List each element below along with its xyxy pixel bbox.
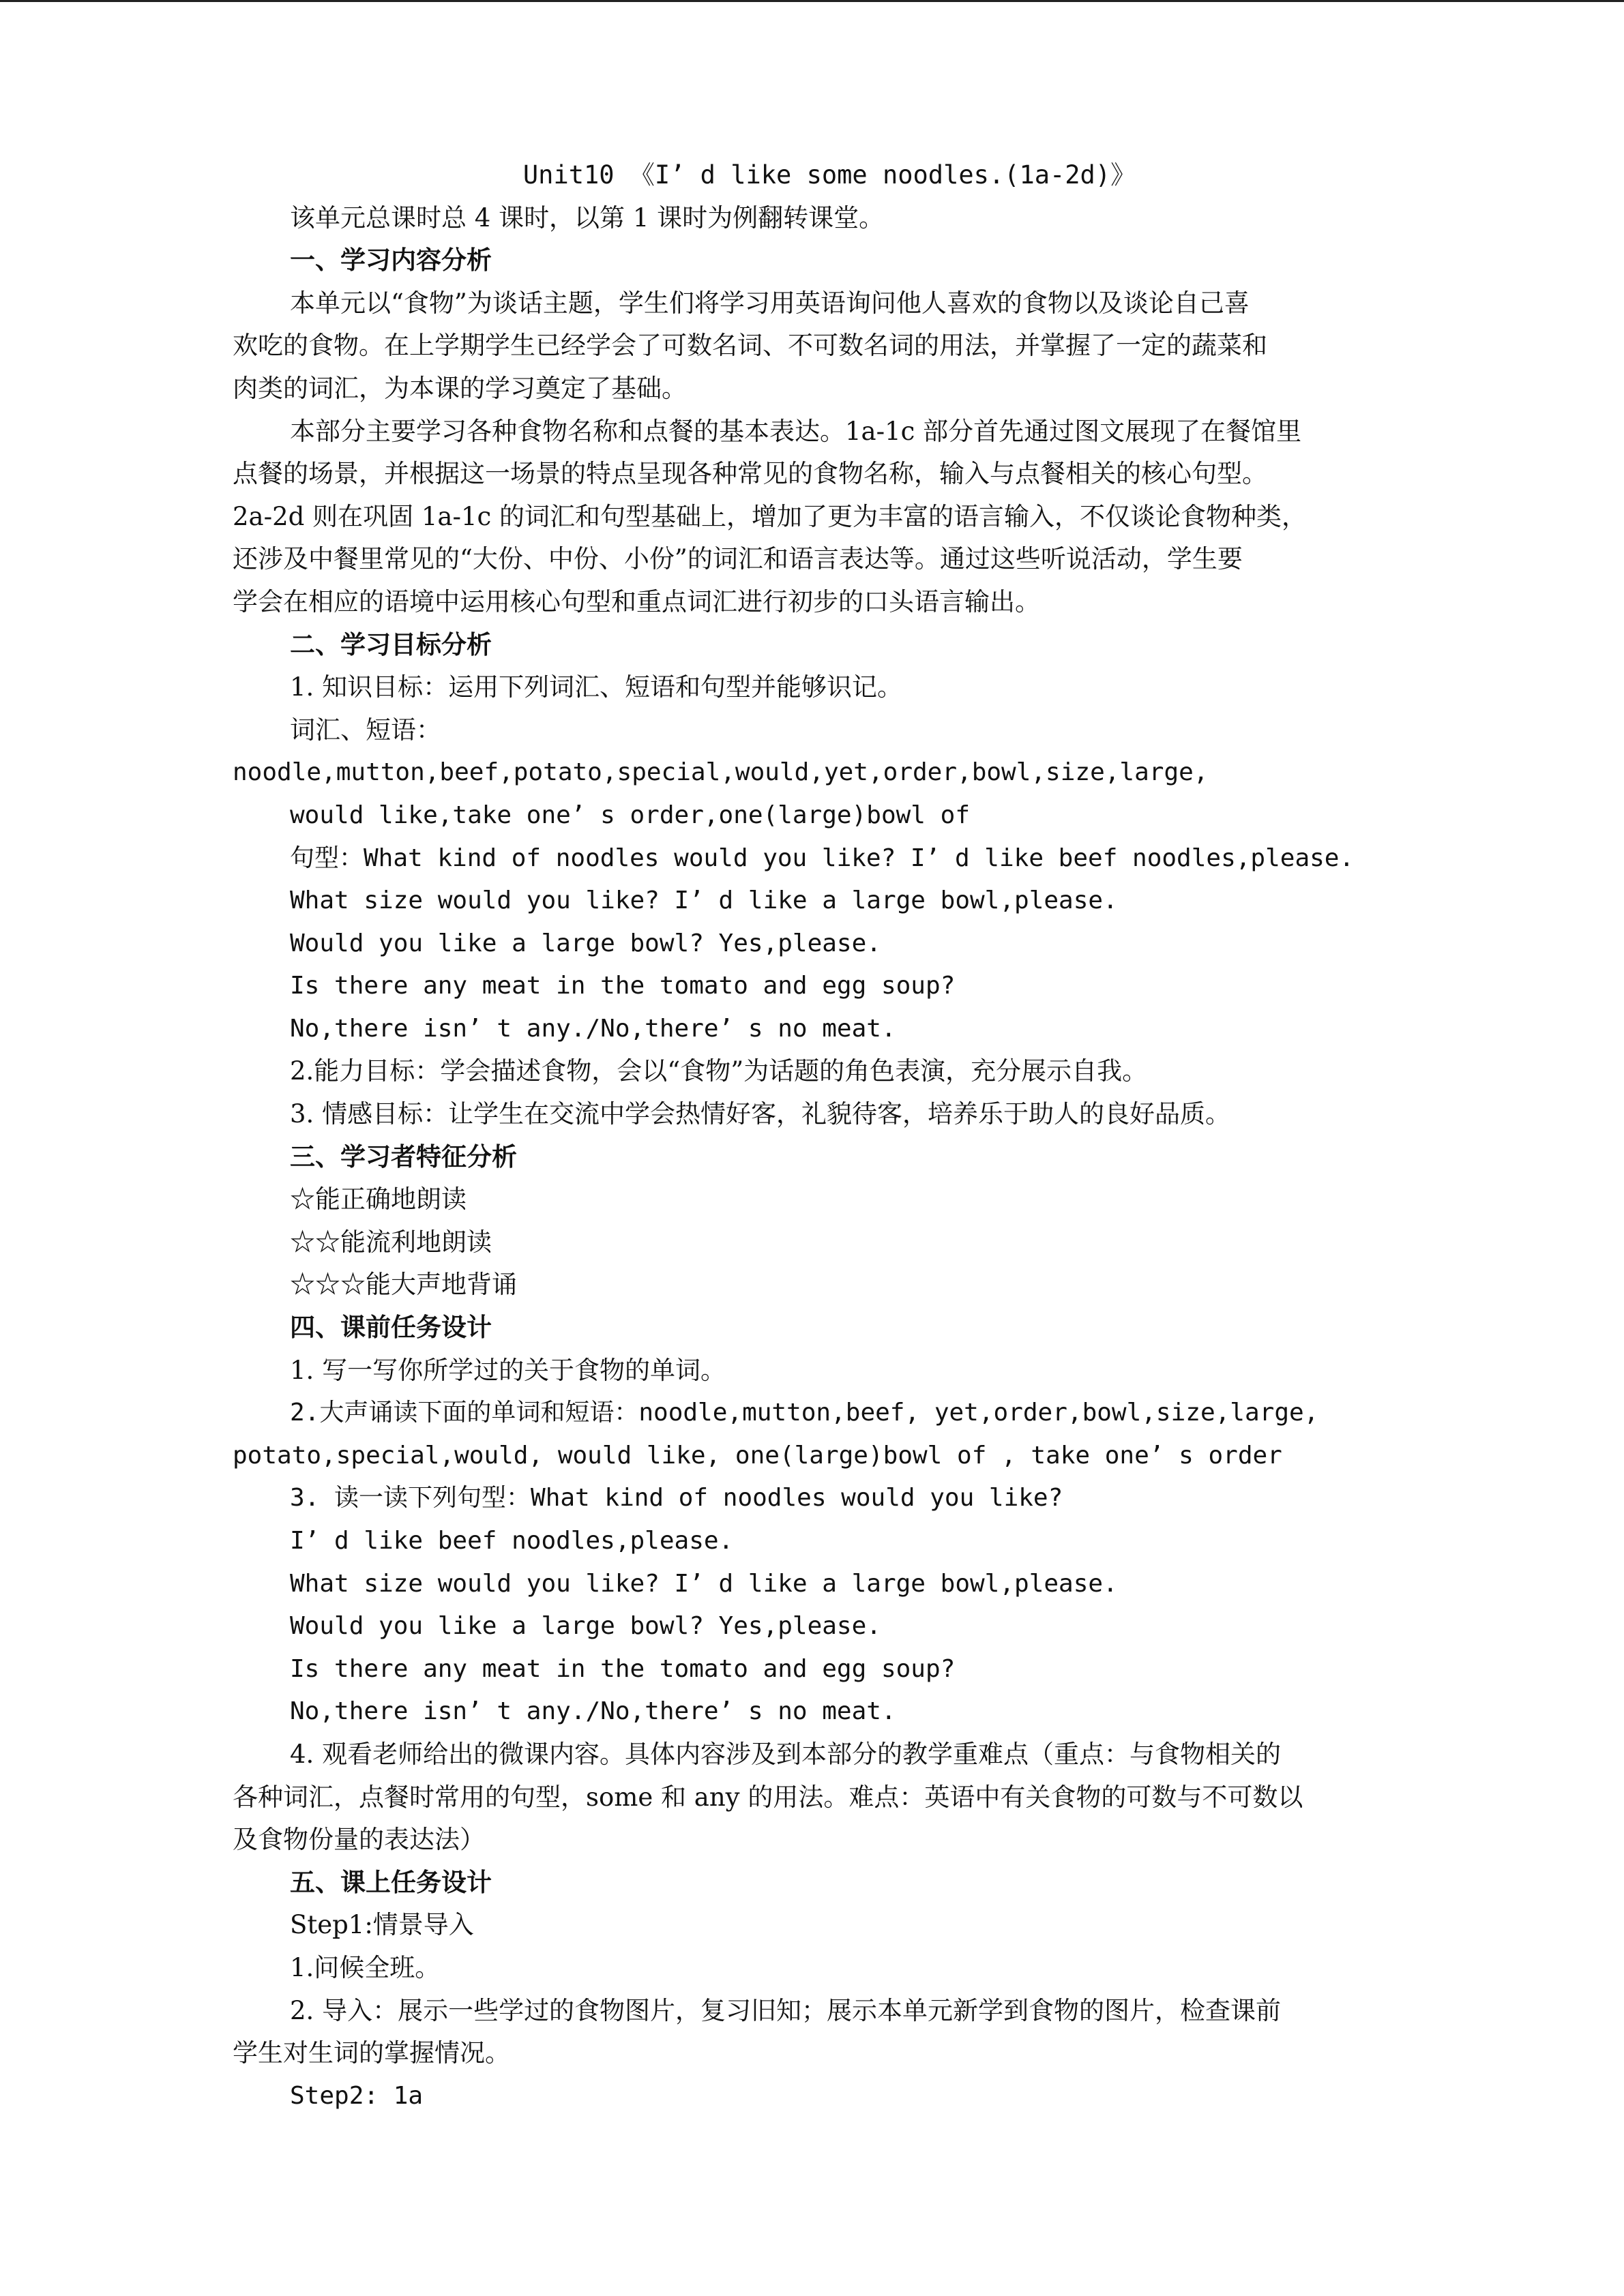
text-line: 2.大声诵读下面的单词和短语：noodle,mutton,beef, yet,order,bowl,size,large, xyxy=(290,1399,1319,1427)
section-heading: 一、学习内容分析 xyxy=(290,245,492,275)
text-line: I’ d like beef noodles,please. xyxy=(290,1527,734,1555)
text-line: 学会在相应的语境中运用核心句型和重点词汇进行初步的口头语言输出。 xyxy=(233,586,1040,616)
text-line: ☆☆能流利地朗读 xyxy=(290,1227,492,1257)
text-line: Is there any meat in the tomato and egg soup? xyxy=(290,972,956,1000)
document-body xyxy=(233,154,1426,2117)
text-line: 及食物份量的表达法） xyxy=(233,1825,485,1855)
section-heading: 三、学习者特征分析 xyxy=(290,1142,517,1172)
text-line: 2a-2d 则在巩固 1a-1c 的词汇和句型基础上，增加了更为丰富的语言输入，不仅谈论食物种类， xyxy=(233,501,1307,531)
text-line: No,there isn’ t any./No,there’ s no meat. xyxy=(290,1014,896,1043)
text-line: ☆能正确地朗读 xyxy=(290,1184,467,1214)
text-line: potato,special,would, would like, one(large)bowl of , take one’ s order xyxy=(233,1441,1282,1470)
text-line: What size would you like? I’ d like a large bowl,please. xyxy=(290,886,1118,915)
section-heading: 二、学习目标分析 xyxy=(290,629,492,659)
text-line: 1.问候全班。 xyxy=(290,1952,441,1982)
text-line: 本部分主要学习各种食物名称和点餐的基本表达。1a-1c 部分首先通过图文展现了在餐馆里 xyxy=(290,416,1302,446)
text-line: Would you like a large bowl? Yes,please. xyxy=(290,1612,881,1641)
text-line: Is there any meat in the tomato and egg soup? xyxy=(290,1654,956,1683)
text-line: 各种词汇，点餐时常用的句型，some 和 any 的用法。难点：英语中有关食物的可数与不可数以 xyxy=(233,1782,1303,1812)
text-line: 词汇、短语： xyxy=(290,715,441,745)
text-line: 本单元以“食物”为谈话主题，学生们将学习用英语询问他人喜欢的食物以及谈论自己喜 xyxy=(290,288,1250,318)
text-line: 1. 写一写你所学过的关于食物的单词。 xyxy=(290,1355,726,1385)
section-heading: 四、课前任务设计 xyxy=(290,1313,492,1343)
text-line: Step1:情景导入 xyxy=(290,1910,474,1940)
text-line: Would you like a large bowl? Yes,please. xyxy=(290,929,881,957)
text-line: 欢吃的食物。在上学期学生已经学会了可数名词、不可数名词的用法，并掌握了一定的蔬菜和 xyxy=(233,331,1267,361)
text-line: 3. 情感目标：让学生在交流中学会热情好客，礼貌待客，培养乐于助人的良好品质。 xyxy=(290,1099,1231,1129)
text-line: No,there isn’ t any./No,there’ s no meat. xyxy=(290,1697,896,1726)
document-title: Unit10 《I’ d like some noodles.(1a-2d)》 xyxy=(522,160,1136,190)
text-line: 学生对生词的掌握情况。 xyxy=(233,2038,510,2068)
section-heading: 五、课上任务设计 xyxy=(290,1867,492,1897)
text-line: What size would you like? I’ d like a large bowl,please. xyxy=(290,1569,1118,1598)
text-line: Step2: 1a xyxy=(290,2081,424,2110)
text-line: 3. 读一读下列句型：What kind of noodles would you like? xyxy=(290,1484,1063,1512)
text-line: 2.能力目标：学会描述食物，会以“食物”为话题的角色表演，充分展示自我。 xyxy=(290,1056,1148,1086)
text-line: ☆☆☆能大声地背诵 xyxy=(290,1270,517,1300)
text-line: noodle,mutton,beef,potato,special,would,yet,order,bowl,size,large, xyxy=(233,758,1209,787)
text-line: 2. 导入：展示一些学过的食物图片，复习旧知；展示本单元新学到食物的图片，检查课前 xyxy=(290,1995,1282,2025)
text-line: 还涉及中餐里常见的“大份、中份、小份”的词汇和语言表达等。通过这些听说活动，学生要 xyxy=(233,544,1243,574)
top-border-line xyxy=(0,0,1624,2)
text-line: 1. 知识目标：运用下列词汇、短语和句型并能够识记。 xyxy=(290,672,903,702)
text-line: 该单元总课时总 4 课时，以第 1 课时为例翻转课堂。 xyxy=(290,203,885,233)
text-line: 句型：What kind of noodles would you like? I’ d like beef noodles,please. xyxy=(290,844,1355,872)
text-line: 肉类的词汇，为本课的学习奠定了基础。 xyxy=(233,373,687,403)
text-line: 4. 观看老师给出的微课内容。具体内容涉及到本部分的教学重难点（重点：与食物相关的 xyxy=(290,1739,1282,1769)
text-line: 点餐的场景，并根据这一场景的特点呈现各种常见的食物名称，输入与点餐相关的核心句型。 xyxy=(233,459,1267,489)
text-line: would like,take one’ s order,one(large)bowl of xyxy=(290,801,970,829)
